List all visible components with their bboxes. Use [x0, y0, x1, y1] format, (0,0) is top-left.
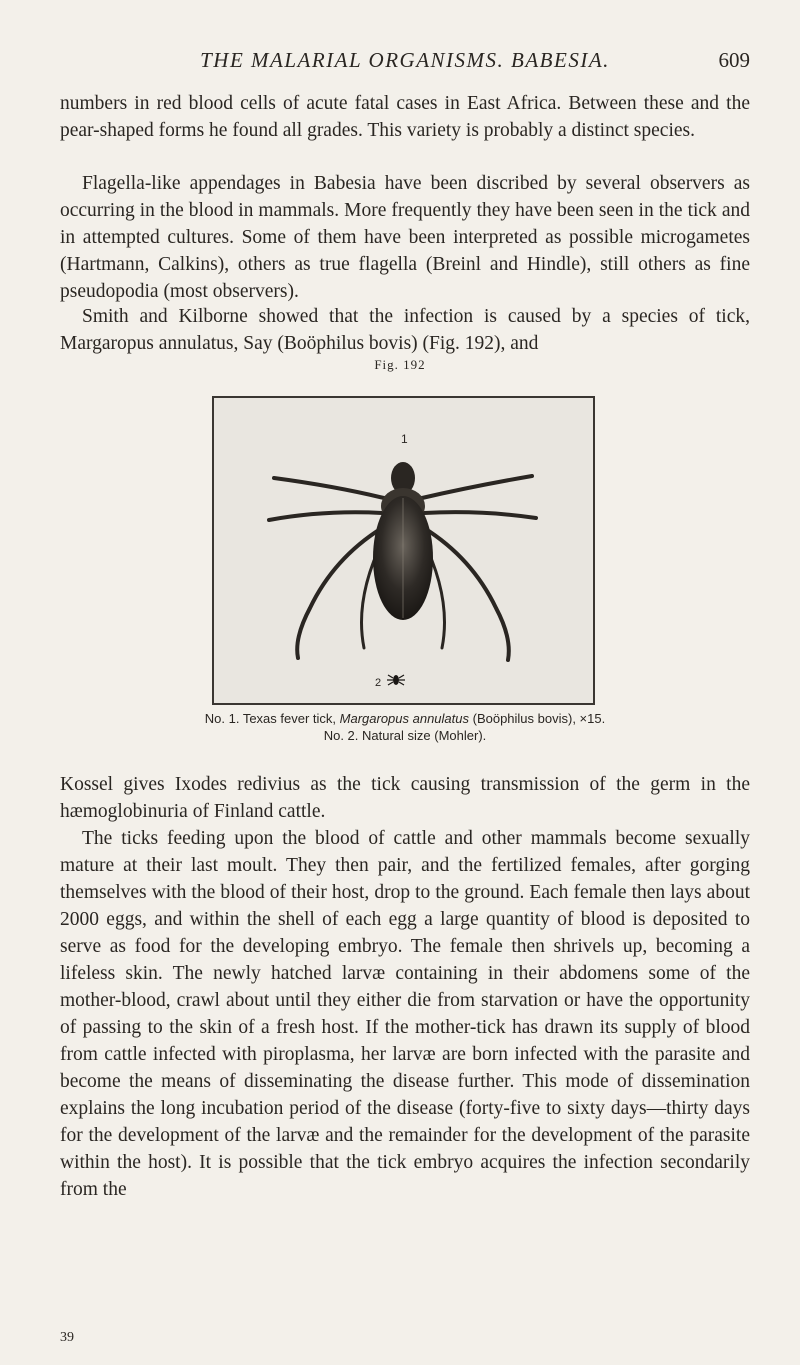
- paragraph-4: Kossel gives Ixodes redivius as the tick causing transmission of the germ in the hæmoglobinuria of Finland cattle.: [60, 774, 750, 822]
- tick-figure: [212, 396, 595, 705]
- paragraph-1: numbers in red blood cells of acute fatal cases in East Africa. Between these and the pear-shaped forms he found all grades. This variety is probably a distinct species.: [60, 93, 750, 141]
- paragraph-5-text: The ticks feeding upon the blood of cattle and other mammals become sexually mature at their last moult. They then pair, and the fertilized females, after gorging themselves with the blood of their host, drop to the ground. Each female then lays about 2000 eggs, and within the shell of each egg a large quantity of blood is deposited to serve as food for the developing embryo. The female then shrivels up, becoming a lifeless skin. The newly hatched larvæ containing in their abdomens some of the mother-blood, crawl about until they either die from starvation or have the opportunity of passing to the skin of a fresh host. If the mother-tick has drawn its supply of blood from cattle infected with piroplasma, her larvæ are born infected with the parasite and become the means of disseminating the disease further. This mode of dissemination explains the long incubation period of the disease (forty-five to sixty days—thirty days for the development of the larvæ and the remainder for the development of the parasite within the host). It is possible that the tick embryo acquires the infection secondarily from the: [60, 828, 750, 1200]
- paragraph-2-text: Flagella-like appendages in Babesia have been discribed by several observers as occurring in the blood in mammals. More frequently they have been seen in the tick and in attempted cultures. Some of them have been interpreted as possible microgametes (Hartmann, Calkins), others as true flagella (Breinl and Hindle), still others as fine pseudopodia (most observers).: [60, 173, 750, 302]
- tick-body-icon: [373, 462, 433, 620]
- paragraph-3: [60, 303, 750, 357]
- signature-mark: 39: [60, 1330, 74, 1345]
- figure-caption-line-2: No. 2. Natural size (Mohler).: [323, 728, 487, 743]
- figure-caption-line-1: [60, 710, 750, 727]
- paragraph-2: [60, 170, 750, 305]
- paragraph-3-text: Smith and Kilborne showed that the infection is caused by a species of tick, Margaropus annulatus, Say (Boöphilus bovis) (Fig. 192), and: [60, 306, 750, 354]
- figure-label: Fig. 192: [374, 357, 426, 372]
- caption-italic: Margaropus annulatus: [339, 711, 469, 726]
- running-title: THE MALARIAL ORGANISMS. BABESIA.: [200, 48, 610, 72]
- page-number: 609: [718, 48, 750, 72]
- caption-text-end: (Boöphilus bovis), ×15.: [469, 711, 606, 726]
- figure-tag-2: 2: [375, 677, 382, 689]
- figure-tag-1: 1: [401, 432, 408, 446]
- paragraph-5: [60, 825, 750, 1203]
- caption-text: No. 1. Texas fever tick,: [204, 711, 340, 726]
- natural-size-tick-icon: [387, 675, 405, 685]
- page-header: [60, 48, 750, 78]
